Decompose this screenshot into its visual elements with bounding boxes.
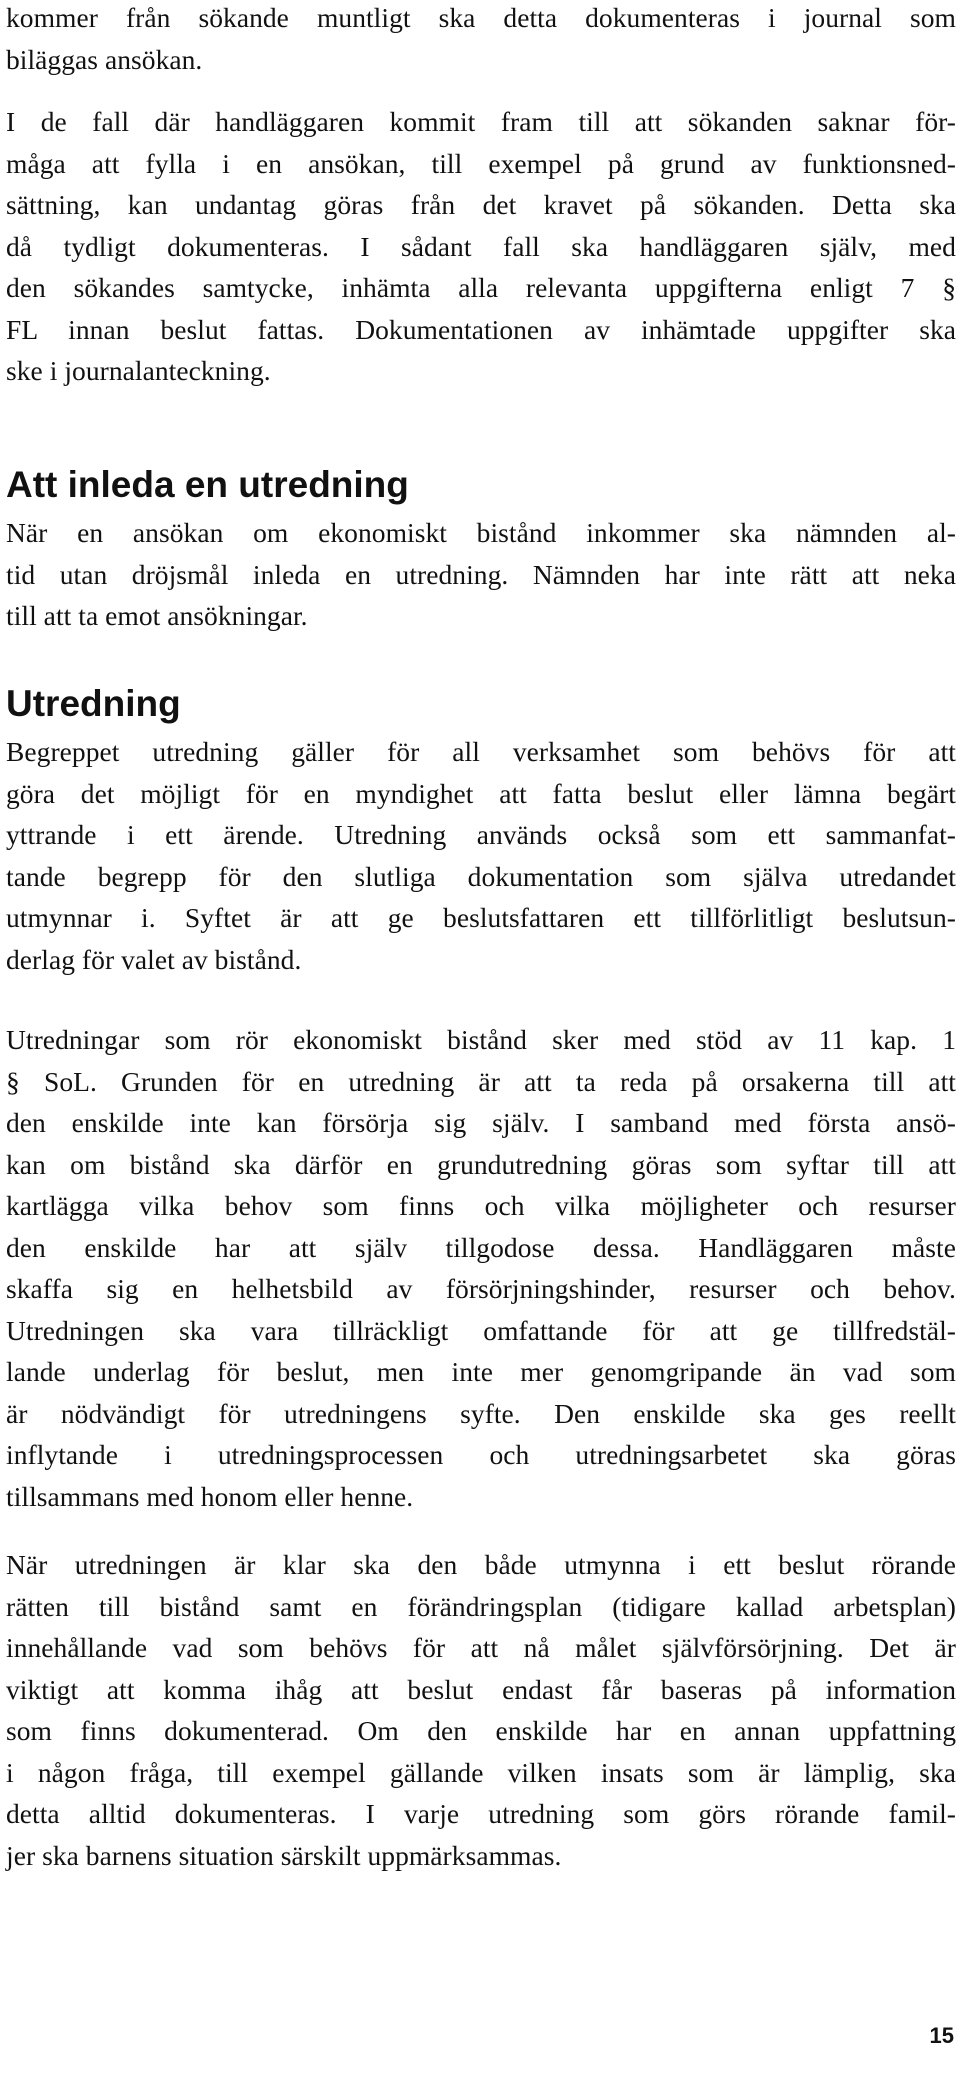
text-line: detta alltid dokumenteras. I varje utredning som görs rörande famil- [6,1798,956,1829]
section-heading-start-investigation: Att inleda en utredning [6,464,409,505]
text-line: § SoL. Grunden för en utredning är att ta reda på orsakerna till att [6,1065,956,1097]
text-line: viktigt att komma ihåg att beslut endast får baseras på information [6,1673,956,1705]
text-line: Utredningar som rör ekonomiskt bistånd sker med stöd av 11 kap. 1 [6,1024,956,1055]
text-line: tid utan dröjsmål inleda en utredning. Nämnden har inte rätt att neka [6,558,956,590]
text-line: måga att fylla i en ansökan, till exempel på grund av funktionsned- [6,147,956,179]
text-line: biläggas ansökan. [6,43,203,75]
text-line: är nödvändigt för utredningens syfte. Den enskilde ska ges reellt [6,1397,956,1429]
text-line: göra det möjligt för en myndighet att fatta beslut eller lämna begärt [6,777,956,809]
investigation-paragraph-3 [6,1544,956,1876]
text-line: FL innan beslut fattas. Dokumentationen av inhämtade uppgifter ska [6,313,956,345]
text-line: den enskilde har att själv tillgodose dessa. Handläggaren måste [6,1231,956,1263]
text-line: tillsammans med honom eller henne. [6,1480,414,1512]
text-line: i någon fråga, till exempel gällande vilken insats som är lämplig, ska [6,1756,956,1788]
text-line: tande begrepp för den slutliga dokumentation som själva utredandet [6,860,956,892]
text-line: den sökandes samtycke, inhämta alla relevanta uppgifterna enligt 7 § [6,272,956,303]
text-line: lande underlag för beslut, men inte mer genomgripande än vad som [6,1356,956,1387]
text-line: då tydligt dokumenteras. I sådant fall ska handläggaren själv, med [6,230,956,262]
text-line: jer ska barnens situation särskilt uppmärksammas. [6,1839,562,1871]
text-line: skaffa sig en helhetsbild av försörjningshinder, resurser och behov. [6,1273,956,1304]
text-line: innehållande vad som behövs för att nå målet självförsörjning. Det är [6,1632,956,1663]
text-line: inflytande i utredningsprocessen och utredningsarbetet ska göras [6,1439,956,1470]
text-line: som finns dokumenterad. Om den enskilde har en annan uppfattning [6,1715,956,1746]
text-line: yttrande i ett ärende. Utredning används också som ett sammanfat- [6,819,956,850]
text-line: derlag för valet av bistånd. [6,943,302,975]
text-line: utmynnar i. Syftet är att ge beslutsfattaren ett tillförlitligt beslutsun- [6,902,956,933]
intro-paragraph [6,0,956,80]
text-line: den enskilde inte kan försörja sig själv. I samband med första ansö- [6,1107,956,1138]
investigation-paragraph-1 [6,731,956,980]
investigation-paragraph-2 [6,1019,956,1517]
text-line: Utredningen ska vara tillräckligt omfattande för att ge tillfredstäl- [6,1314,956,1346]
text-line: kan om bistånd ska därför en grundutredning göras som syftar till att [6,1148,956,1180]
text-line: När utredningen är klar ska den både utmynna i ett beslut rörande [6,1549,956,1580]
exception-paragraph [6,101,956,392]
page-number: 15 [929,2023,954,2048]
text-line: till att ta emot ansökningar. [6,600,308,631]
start-investigation-paragraph [6,512,956,637]
text-line: sättning, kan undantag göras från det kravet på sökanden. Detta ska [6,189,956,220]
text-line: ske i journalanteckning. [6,355,271,386]
text-line: I de fall där handläggaren kommit fram till att sökanden saknar för- [6,106,956,137]
text-line: När en ansökan om ekonomiskt bistånd inkommer ska nämnden al- [6,517,956,548]
text-line: kartlägga vilka behov som finns och vilka möjligheter och resurser [6,1190,956,1221]
text-line: rätten till bistånd samt en förändringsplan (tidigare kallad arbetsplan) [6,1590,956,1622]
text-line: kommer från sökande muntligt ska detta dokumenteras i journal som [6,2,956,33]
section-heading-investigation: Utredning [6,683,181,724]
text-line: Begreppet utredning gäller för all verksamhet som behövs för att [6,736,956,767]
